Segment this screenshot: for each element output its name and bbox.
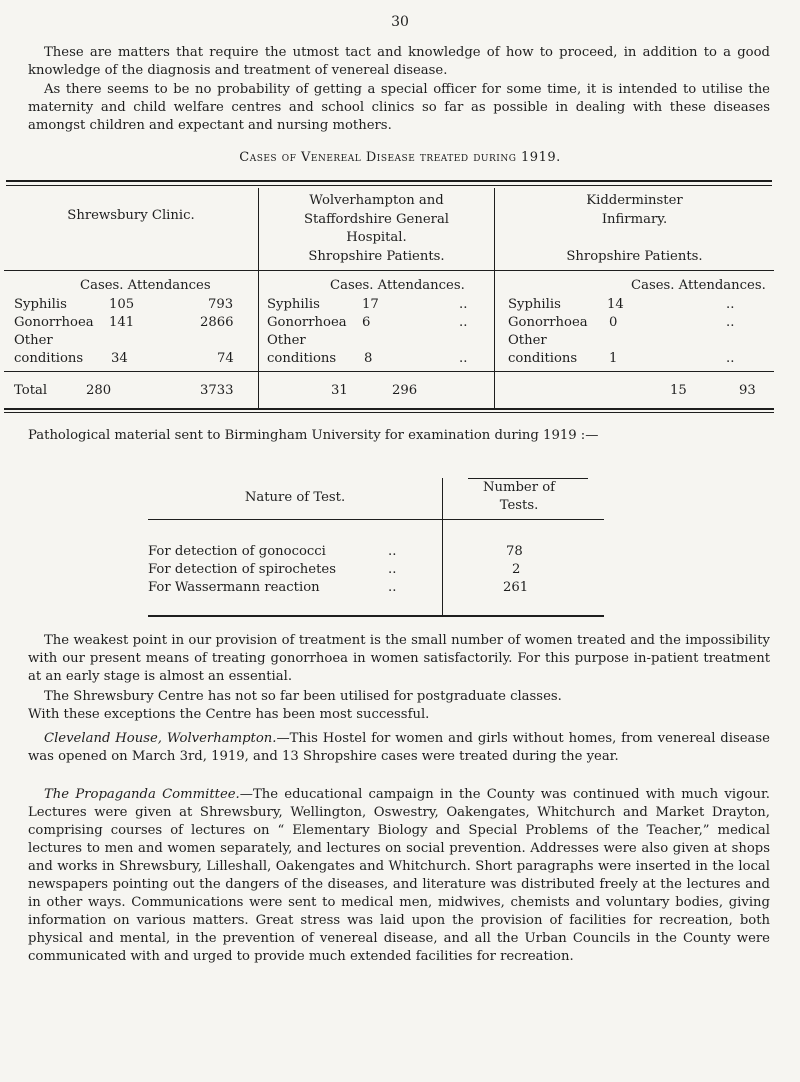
shrewsbury-row-attendances: 74 xyxy=(217,351,234,366)
nature-of-test-header: Nature of Test. xyxy=(244,490,346,505)
kidderminster-row-label: Syphilis xyxy=(508,297,561,312)
shrewsbury-row-label: Gonorrhoea xyxy=(14,315,94,330)
kidderminster-row-label: Other xyxy=(508,333,547,348)
number-of-tests-header-1: Number of xyxy=(482,480,556,495)
table2-divider xyxy=(442,478,443,615)
shrewsbury-header: Shrewsbury Clinic. xyxy=(67,208,195,223)
number-of-tests-header-2: Tests. xyxy=(499,498,539,513)
venereal-cases-table xyxy=(4,178,774,414)
kidderminster-header-4: Shropshire Patients. xyxy=(566,249,703,264)
wolverhampton-header-1: Wolverhampton and xyxy=(309,193,444,208)
propaganda-paragraph xyxy=(28,786,770,966)
shrewsbury-total-cases: 280 xyxy=(86,383,112,398)
total-label: Total xyxy=(14,383,48,398)
cleveland-house-text: —This Hostel for women and girls without homes, from venereal disease was opened on March 3rd, 1919, and 13 Shropshire cases were treated during the year. xyxy=(28,731,770,764)
postgraduate-paragraph: The Shrewsbury Centre has not so far been utilised for postgraduate classes. xyxy=(44,689,562,704)
shrewsbury-col-heads: Cases. Attendances xyxy=(80,278,211,293)
test-row-label: For Wassermann reaction xyxy=(148,580,320,595)
table2-caption: Pathological material sent to Birmingham University for examination during 1919 :— xyxy=(28,428,599,443)
table1-bottom-rule-2 xyxy=(4,412,774,413)
test-row-label: For detection of spirochetes xyxy=(148,562,336,577)
table2-header-overline xyxy=(468,478,588,479)
shrewsbury-row-cases: 105 xyxy=(109,297,135,312)
kidderminster-row-attendances: .. xyxy=(726,315,735,330)
wolverhampton-header-2: Staffordshire General xyxy=(303,212,450,227)
wolverhampton-row-label: Other xyxy=(267,333,306,348)
kidderminster-row-cases: 1 xyxy=(609,351,618,366)
wolverhampton-row-cases: 6 xyxy=(362,315,371,330)
shrewsbury-row-attendances: 793 xyxy=(208,297,234,312)
table1-top-rule xyxy=(6,180,772,182)
kidderminster-header-1: Kidderminster xyxy=(586,193,683,208)
shrewsbury-row-label: Syphilis xyxy=(14,297,67,312)
wolverhampton-col-heads: Cases. Attendances. xyxy=(330,278,465,293)
wolverhampton-header-4: Shropshire Patients. xyxy=(308,249,445,264)
wolverhampton-row-cases: 17 xyxy=(362,297,379,312)
propaganda-title: The Propaganda Committee. xyxy=(44,787,240,802)
wolverhampton-total-cases: 31 xyxy=(331,383,348,398)
table1-total-rule xyxy=(4,371,774,372)
propaganda-text: —The educational campaign in the County was continued with much vigour. Lectures were given at Shrewsbury, Wellington, Oswestry, Oakengates, Whitchurch and Market Drayton, comprising courses of lectures on “ Elementary Biology and Special Problems of the Teacher,” medical lectures to men and women separately, and lectures on social prevention. Addresses were also given at shops and works in Shrewsbury, Lilleshall, Oakengates and Whitchurch. Short paragraphs were inserted in the local newspapers pointing out the dangers of the diseases, and literature was distributed freely at the lectures and in other ways. Communications were sent to medical men, midwives, chemists and voluntary bodies, giving information on various matters. Great stress was laid upon the provision of facilities for recreation, both physical and mental, in the prevention of venereal disease, and all the Urban Councils in the County were communicated with and urged to provide much extended facilities for recreation. xyxy=(28,787,770,964)
wolverhampton-row-label: Gonorrhoea xyxy=(267,315,347,330)
kidderminster-row-attendances: .. xyxy=(726,297,735,312)
wolverhampton-row-attendances: .. xyxy=(459,315,468,330)
intro-paragraph-2: As there seems to be no probability of getting a special officer for some time, it is intended to utilise the maternity and child welfare centres and school clinics so far as possible in dealing with these diseases amongst children and expectant and nursing mothers. xyxy=(28,82,770,133)
shrewsbury-row-label: conditions xyxy=(14,351,84,366)
table2-bottom-rule xyxy=(148,615,604,617)
test-row-dots: .. xyxy=(388,544,397,559)
shrewsbury-total-attendances: 3733 xyxy=(200,383,234,398)
test-row-value: 2 xyxy=(512,562,521,577)
table2-header-rule xyxy=(148,519,604,520)
cleveland-house-title: Cleveland House, Wolverhampton. xyxy=(44,731,277,746)
test-row-value: 78 xyxy=(506,544,523,559)
kidderminster-total-attendances: 93 xyxy=(739,383,756,398)
kidderminster-row-attendances: .. xyxy=(726,351,735,366)
test-row-dots: .. xyxy=(388,562,397,577)
page-number: 30 xyxy=(391,14,409,30)
wolverhampton-row-label: conditions xyxy=(267,351,337,366)
wolverhampton-total-attendances: 296 xyxy=(392,383,418,398)
cleveland-house-paragraph xyxy=(28,730,770,766)
shrewsbury-row-cases: 141 xyxy=(109,315,135,330)
exceptions-paragraph: With these exceptions the Centre has been most successful. xyxy=(28,707,430,722)
kidderminster-row-label: Gonorrhoea xyxy=(508,315,588,330)
weakest-point-paragraph: The weakest point in our provision of treatment is the small number of women treated and the impossibility with our present means of treating gonorrhoea in women satisfactorily. For this purpose in-patient treatment at an early stage is almost an essential. xyxy=(28,633,770,684)
wolverhampton-row-label: Syphilis xyxy=(267,297,320,312)
table1-caption: Cases of Venereal Disease treated during 1919. xyxy=(239,150,561,165)
pathological-tests-table xyxy=(148,478,608,620)
test-row-value: 261 xyxy=(503,580,529,595)
table1-header-rule xyxy=(4,270,774,271)
test-row-label: For detection of gonococci xyxy=(148,544,326,559)
kidderminster-row-cases: 14 xyxy=(607,297,624,312)
kidderminster-row-cases: 0 xyxy=(609,315,618,330)
shrewsbury-row-cases: 34 xyxy=(111,351,128,366)
wolverhampton-row-attendances: .. xyxy=(459,297,468,312)
wolverhampton-header-3: Hospital. xyxy=(346,230,407,245)
table1-bottom-rule xyxy=(4,408,774,410)
wolverhampton-row-attendances: .. xyxy=(459,351,468,366)
kidderminster-col-heads: Cases. Attendances. xyxy=(631,278,766,293)
table1-top-rule-2 xyxy=(6,185,772,186)
shrewsbury-row-label: Other xyxy=(14,333,53,348)
kidderminster-header-2: Infirmary. xyxy=(601,212,668,227)
kidderminster-row-label: conditions xyxy=(508,351,578,366)
intro-paragraph-1: These are matters that require the utmost tact and knowledge of how to proceed, in addition to a good knowledge of the diagnosis and treatment of venereal disease. xyxy=(28,45,770,78)
test-row-dots: .. xyxy=(388,580,397,595)
shrewsbury-row-attendances: 2866 xyxy=(200,315,234,330)
wolverhampton-row-cases: 8 xyxy=(364,351,373,366)
kidderminster-total-cases: 15 xyxy=(670,383,687,398)
